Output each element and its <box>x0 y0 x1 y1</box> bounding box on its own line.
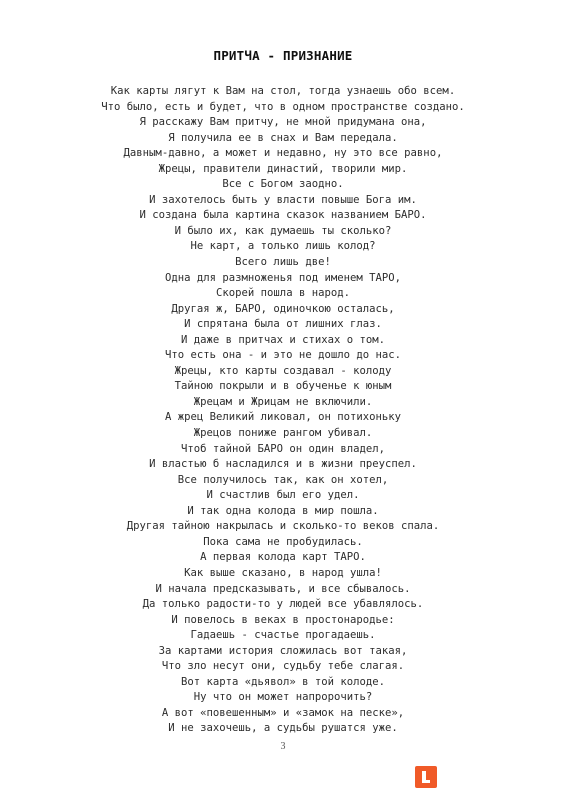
poem-line: Как карты лягут к Вам на стол, тогда узнаешь обо всем. <box>110 85 456 97</box>
poem-line: Я расскажу Вам притчу, не мной придумана она, <box>139 116 427 129</box>
poem-line: И было их, как думаешь ты сколько? <box>174 224 392 237</box>
poem-line: Как выше сказано, в народ ушла! <box>184 566 382 579</box>
poem-line: За картами история сложилась вот такая, <box>158 644 408 657</box>
poem-line: Пока сама не пробудилась. <box>203 535 363 548</box>
poem-line: А жрец Великий ликовал, он потихоньку <box>165 411 401 424</box>
poem-line: Всего лишь две! <box>235 256 331 269</box>
poem-line: И даже в притчах и стихах о том. <box>180 333 386 346</box>
poem-line: Ну что он может напророчить? <box>193 691 373 704</box>
labirint-logo-icon <box>415 766 437 788</box>
poem-line: Чтоб тайной БАРО он один владел, <box>180 442 386 455</box>
poem-line: Другая тайною накрылась и сколько-то веков спала. <box>126 520 440 533</box>
poem-line: Гадаешь - счастье прогадаешь. <box>190 629 376 642</box>
poem-line: А вот «повешенным» и «замок на песке», <box>161 706 405 719</box>
poem-line: И не захочешь, а судьбы рушатся уже. <box>168 722 398 735</box>
poem-line: Жрецы, правители династий, творили мир. <box>158 162 408 175</box>
poem-line: И так одна колода в мир пошла. <box>187 504 379 517</box>
poem-line: И властью б насладился и в жизни преуспел. <box>149 458 417 471</box>
poem-line: Скорей пошла в народ. <box>216 287 350 300</box>
poem-line: Не карт, а только лишь колод? <box>190 240 376 253</box>
poem-line: Все получилось так, как он хотел, <box>177 473 389 486</box>
poem-line: А первая колода карт ТАРО. <box>200 551 366 564</box>
poem-line: Тайною покрыли и в обученье к юным <box>174 380 392 393</box>
page-title: ПРИТЧА - ПРИЗНАНИЕ <box>213 48 353 63</box>
poem-line: И повелось в веках в простонародье: <box>171 613 395 626</box>
poem-line: Жрецам и Жрицам не включили. <box>193 395 373 408</box>
poem-line: Что было, есть и будет, что в одном пространстве создано. <box>101 100 465 113</box>
poem-line: Да только радости-то у людей все убавлялось. <box>142 598 424 611</box>
poem-line: Я получила ее в снах и Вам передала. <box>168 131 398 144</box>
poem-line: Что есть она - и это не дошло до нас. <box>165 349 401 362</box>
poem-line: И счастлив был его удел. <box>206 489 360 502</box>
poem-line: И захотелось быть у власти повыше Бога им. <box>149 193 417 206</box>
poem-line: И начала предсказывать, и все сбывалось. <box>155 582 411 595</box>
poem-line: Жрецы, кто карты создавал - колоду <box>174 364 392 377</box>
poem-line: И спрятана была от лишних глаз. <box>184 318 382 331</box>
poem-line: Вот карта «дьявол» в той колоде. <box>180 675 386 688</box>
page-number: 3 <box>280 741 286 752</box>
poem-line: Одна для размноженья под именем ТАРО, <box>165 271 401 284</box>
poem-line: Другая ж, БАРО, одиночкою осталась, <box>171 302 395 315</box>
poem-line: Давным-давно, а может и недавно, ну это все равно, <box>123 147 443 160</box>
poem-line: Что зло несут они, судьбу тебе слагая. <box>161 660 405 673</box>
poem-line: И создана была картина сказок названием БАРО. <box>139 209 427 222</box>
poem-line: Жрецов пониже рангом убивал. <box>193 427 373 440</box>
poem-body <box>0 84 566 737</box>
poem-line: Все с Богом заодно. <box>222 178 344 191</box>
